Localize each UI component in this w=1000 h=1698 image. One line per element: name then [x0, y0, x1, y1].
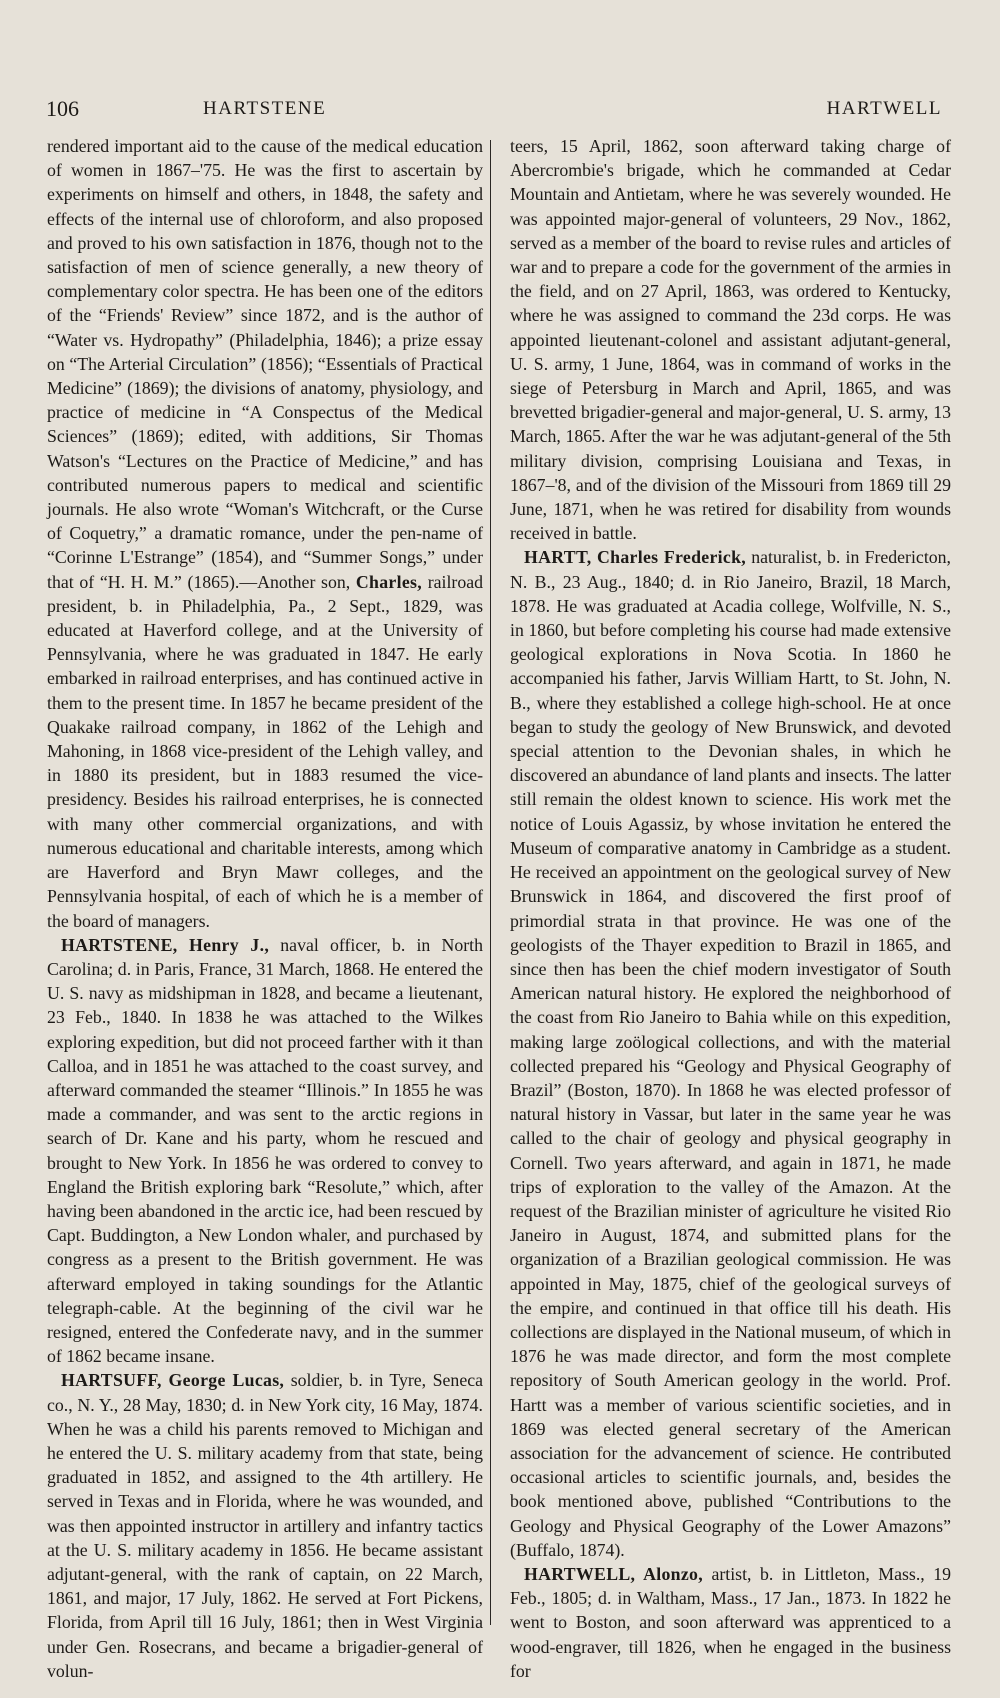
- running-head: [46, 96, 942, 126]
- entry-headword: HARTSTENE, Henry J.,: [61, 934, 270, 955]
- right-running-head: HARTWELL: [826, 98, 942, 119]
- entry-continuation: [510, 134, 951, 545]
- entry-hartt: [510, 545, 951, 1562]
- entry-headword: HARTWELL, Alonzo,: [524, 1563, 703, 1584]
- left-column: [47, 134, 483, 1683]
- entry-headword: HARTSUFF, George Lucas,: [61, 1370, 285, 1391]
- column-rule: [490, 140, 491, 1625]
- entry-text: railroad president, b. in Philadelphia, Pa., 2 Sept., 1829, was educated at Haverford college, and at the University of Pennsylvania, where he was graduated in 1847. He early embarked in railroad enterprises, and has continued active in them to the present time. In 1857 he became president of the Quakake railroad company, in 1862 of the Lehigh and Mahoning, in 1868 vice-president of the Lehigh valley, and in 1880 its president, but in 1883 resumed the vice-presidency. Besides his railroad enterprises, he is connected with many other commercial organizations, and with numerous educational and charitable interests, among which are Haverford and Bryn Mawr colleges, and the Pennsylvania hospital, of each of which he is a member of the board of managers.: [47, 571, 483, 931]
- entry-hartwell: [510, 1562, 951, 1683]
- entry-continuation: [47, 134, 483, 933]
- entry-hartstene: [47, 933, 483, 1369]
- left-running-head: HARTSTENE: [203, 98, 327, 119]
- entry-text: soldier, b. in Tyre, Seneca co., N. Y., 28 May, 1830; d. in New York city, 16 May, 1874. When he was a child his parents removed to Michigan and he entered the U. S. military academy from that state, being graduated in 1852, and assigned to the 4th artillery. He served in Texas and in Florida, where he was wounded, and was then appointed instructor in artillery and infantry tactics at the U. S. military academy in 1856. He became assistant adjutant-general, with the rank of captain, on 22 March, 1861, and major, 17 July, 1862. He served at Fort Pickens, Florida, from April till 16 July, 1861; then in West Virginia under Gen. Rosecrans, and became a brigadier-general of volun-: [47, 1370, 483, 1681]
- entry-headword: HARTT, Charles Frederick,: [524, 547, 747, 568]
- right-column: [510, 134, 951, 1683]
- entry-text: artist, b. in Littleton, Mass., 19 Feb., 1805; d. in Waltham, Mass., 17 Jan., 1873. In 1822 he went to Boston, and soon afterward was apprenticed to a wood-engraver, till 1826, when he engaged in the business for: [510, 1563, 951, 1681]
- entry-text: teers, 15 April, 1862, soon afterward taking charge of Abercrombie's brigade, which he commanded at Cedar Mountain and Antietam, where he was severely wounded. He was appointed major-general of volunteers, 29 Nov., 1862, served as a member of the board to revise rules and articles of war and to prepare a code for the government of the armies in the field, and on 27 April, 1863, was ordered to Kentucky, where he was assigned to command the 23d corps. He was appointed lieutenant-colonel and assistant adjutant-general, U. S. army, 1 June, 1864, was in command of works in the siege of Petersburg in March and April, 1865, and was brevetted brigadier-general and major-general, U. S. army, 13 March, 1865. After the war he was adjutant-general of the 5th military division, comprising Louisiana and Texas, in 1867–'8, and of the division of the Missouri from 1869 till 29 June, 1871, when he was retired for disability from wounds received in battle.: [510, 136, 951, 544]
- entry-hartsuff: [47, 1368, 483, 1683]
- entry-text: rendered important aid to the cause of the medical education of women in 1867–'75. He was the first to ascertain by experiments on himself and others, in 1848, the safety and effects of the internal use of chloroform, and also proposed and proved to his own satisfaction in 1876, though not to the satisfaction of men of science generally, a new theory of complementary color spectra. He has been one of the editors of the “Friends' Review” since 1872, and is the author of “Water vs. Hydropathy” (Philadelphia, 1846); a prize essay on “The Arterial Circulation” (1856); “Essentials of Practical Medicine” (1869); the divisions of anatomy, physiology, and practice of medicine in “A Conspectus of the Medical Sciences” (1869); edited, with additions, Sir Thomas Watson's “Lectures on the Practice of Medicine,” and has contributed numerous papers to medical and scientific journals. He also wrote “Woman's Witchcraft, or the Curse of Coquetry,” a dramatic romance, under the pen-name of “Corinne L'Estrange” (1854), and “Summer Songs,” under that of “H. H. M.” (1865).—Another son,: [47, 136, 483, 592]
- entry-text: naval officer, b. in North Carolina; d. in Paris, France, 31 March, 1868. He entered the U. S. navy as midshipman in 1828, and became a lieutenant, 23 Feb., 1840. In 1838 he was attached to the Wilkes exploring expedition, but did not proceed farther with it than Calloa, and in 1851 he was attached to the coast survey, and afterward commanded the steamer “Illinois.” In 1855 he was made a commander, and was sent to the arctic regions in search of Dr. Kane and his party, whom he rescued and brought to New York. In 1856 he was ordered to convey to England the British exploring bark “Resolute,” which, after having been abandoned in the arctic ice, had been rescued by Capt. Buddington, a New London whaler, and purchased by congress as a present to the British government. He was afterward employed in taking soundings for the Atlantic telegraph-cable. At the beginning of the civil war he resigned, entered the Confederate navy, and in the summer of 1862 became insane.: [47, 934, 484, 1367]
- sub-entry-name: Charles,: [355, 571, 423, 592]
- entry-text: naturalist, b. in Fredericton, N. B., 23 Aug., 1840; d. in Rio Janeiro, Brazil, 18 March, 1878. He was graduated at Acadia college, Wolfville, N. S., in 1860, but before completing his course had made extensive geological explorations in Nova Scotia. In 1860 he accompanied his father, Jarvis William Hartt, to St. John, N. B., where they established a college high-school. He at once began to study the geology of New Brunswick, and devoted special attention to the Devonian shales, in which he discovered an abundance of land plants and insects. The latter still remain the oldest known to science. His work met the notice of Louis Agassiz, by whose invitation he entered the Museum of comparative anatomy in Cambridge as a student. He received an appointment on the geological survey of New Brunswick in 1864, and discovered the first proof of primordial strata in that province. He was one of the geologists of the Thayer expedition to Brazil in 1865, and since then has been the chief modern investigator of South American natural history. He explored the neighborhood of the coast from Rio Janeiro to Bahia while on this expedition, making large zoölogical collections, and with the material collected prepared his “Geology and Physical Geography of Brazil” (Boston, 1870). In 1868 he was elected professor of natural history in Vassar, but later in the same year he was called to the chair of geology and physical geography in Cornell. Two years afterward, and again in 1871, he made trips of exploration to the valley of the Amazon. At the request of the Brazilian minister of agriculture he visited Rio Janeiro in August, 1874, and submitted plans for the organization of a Brazilian geological commission. He was appointed in May, 1875, chief of the geological surveys of the empire, and continued in that office till his death. His collections are displayed in the National museum, of which in 1876 he was made director, and form the most complete repository of South American geology in the world. Prof. Hartt was a member of various scientific societies, and in 1869 was elected general secretary of the American association for the advancement of science. He contributed occasional articles to scientific journals, and, besides the book mentioned above, published “Contributions to the Geology and Physical Geography of the Lower Amazons” (Buffalo, 1874).: [510, 547, 951, 1560]
- page-number: 106: [46, 96, 79, 121]
